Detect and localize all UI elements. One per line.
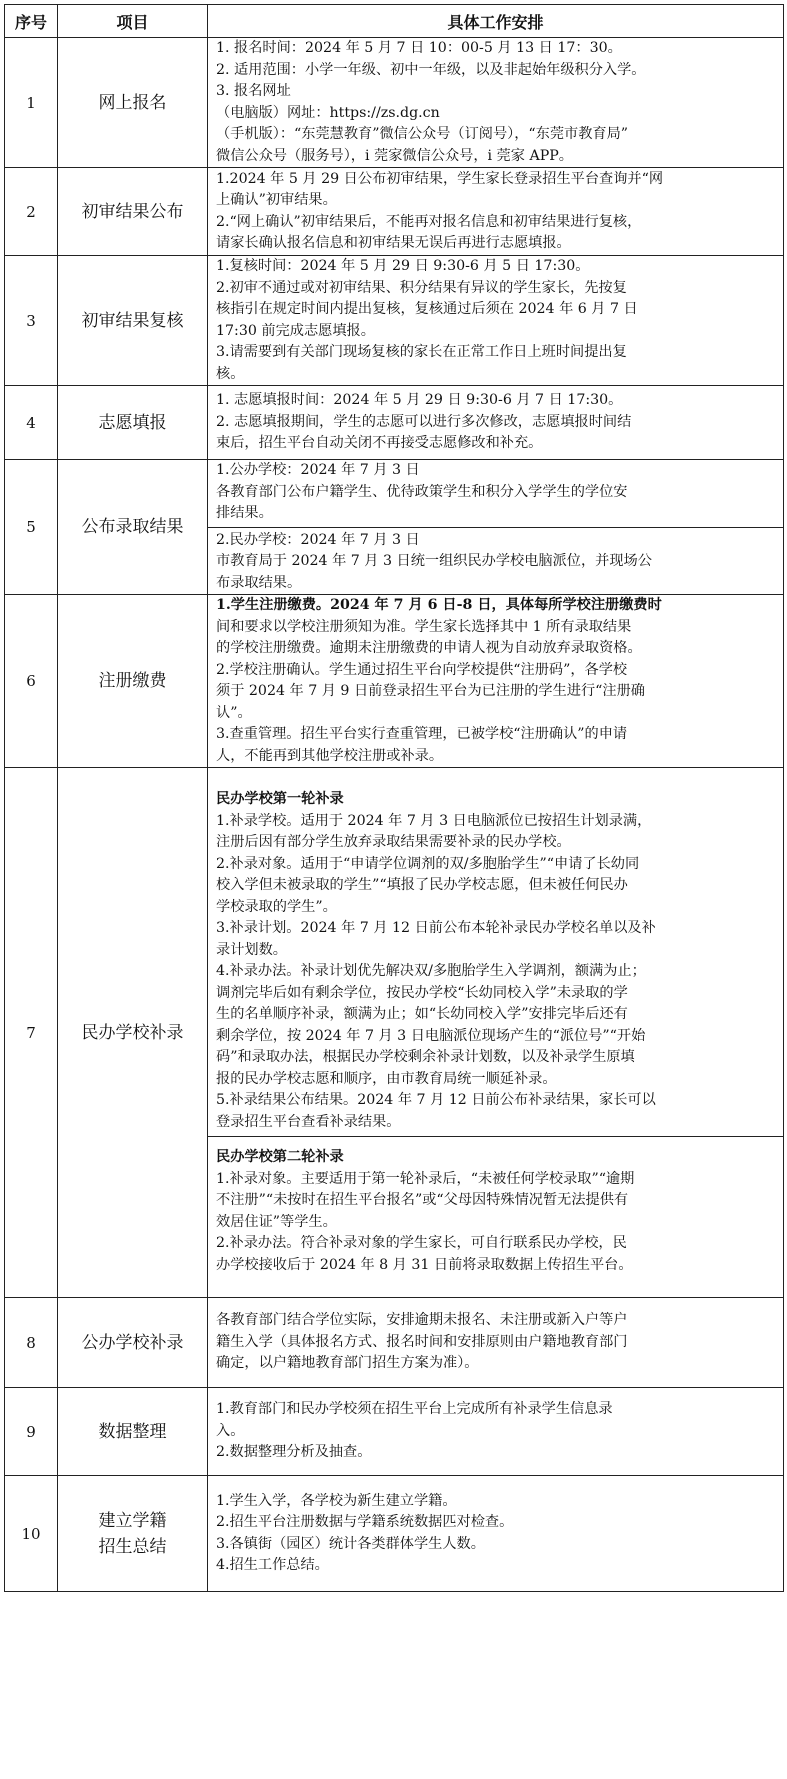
table-row: [5, 386, 784, 460]
detail-line: 籍生入学（具体报名方式、报名时间和安排原则由户籍地教育部门: [216, 1333, 628, 1350]
detail-line: 人，不能再到其他学校注册或补录。: [216, 747, 444, 764]
detail-line: 17:30 前完成志愿填报。: [216, 322, 375, 339]
detail-line: 1.公办学校：2024 年 7 月 3 日: [216, 462, 420, 478]
row-item: 公办学校补录: [58, 1298, 208, 1388]
header-num: 序号: [5, 5, 58, 38]
row-number: 6: [5, 595, 58, 768]
detail-line: 1. 志愿填报时间：2024 年 5 月 29 日 9:30-6 月 7 日 17:30。: [216, 392, 623, 409]
row-detail: [208, 386, 784, 460]
row-item: 民办学校补录: [58, 768, 208, 1298]
detail-line: 2. 志愿填报期间，学生的志愿可以进行多次修改，志愿填报时间结: [216, 413, 632, 430]
detail-line: 上确认”初审结果。: [216, 192, 337, 208]
row-detail: [208, 256, 784, 386]
row-number: 3: [5, 256, 58, 386]
detail-line: 录计划数。: [216, 941, 287, 958]
detail-line: 生的名单顺序补录，额满为止；如“长幼同校入学”安排完毕后还有: [216, 1006, 628, 1022]
detail-line: 报的民办学校志愿和顺序，由市教育局统一顺延补录。: [216, 1070, 557, 1087]
detail-line: 认”。: [216, 704, 252, 721]
row-item: 注册缴费: [58, 595, 208, 768]
row-item-line: 建立学籍: [98, 1510, 167, 1531]
detail-line: 2.“网上确认”初审结果后，不能再对报名信息和初审结果进行复核，: [216, 213, 642, 230]
detail-line: 1.2024 年 5 月 29 日公布初审结果，学生家长登录招生平台查询并“网: [216, 170, 664, 187]
table-header-row: [5, 5, 784, 38]
detail-line: 2.学校注册确认。学生通过招生平台向学校提供“注册码”，各学校: [216, 661, 628, 678]
detail-line: 入。: [216, 1422, 245, 1439]
table-row: [5, 460, 784, 595]
row-number: 10: [5, 1476, 58, 1592]
table-row: [5, 1388, 784, 1476]
row-item: 数据整理: [58, 1388, 208, 1476]
detail-line: 3. 报名网址: [216, 83, 291, 99]
detail-line: 2.数据整理分析及抽查。: [216, 1444, 372, 1461]
detail-line: 2.补录对象。适用于“申请学位调剂的双/多胞胎学生”“申请了长幼同: [216, 855, 640, 872]
detail-line: 2. 适用范围：小学一年级、初中一年级，以及非起始年级积分入学。: [216, 61, 646, 78]
row-item: 公布录取结果: [58, 460, 208, 595]
row-number: 4: [5, 386, 58, 460]
schedule-table: [4, 4, 784, 1592]
detail-line: 间和要求以学校注册须知为准。学生家长选择其中 1 所有录取结果: [216, 618, 632, 635]
detail-line: 码”和录取办法，根据民办学校剩余补录计划数，以及补录学生原填: [216, 1049, 635, 1065]
detail-line: 2.招生平台注册数据与学籍系统数据匹对检查。: [216, 1514, 514, 1530]
table-row: [5, 1298, 784, 1388]
row-item: 初审结果复核: [58, 256, 208, 386]
detail-line: 1.补录学校。适用于 2024 年 7 月 3 日电脑派位已按招生计划录满，: [216, 812, 652, 829]
row-detail: [208, 768, 784, 1298]
detail-line: 4.补录办法。补录计划优先解决双/多胞胎学生入学调剂，额满为止；: [216, 963, 646, 979]
detail-line: 核指引在规定时间内提出复核，复核通过后须在 2024 年 6 月 7 日: [216, 301, 638, 317]
detail-line: 1. 报名时间：2024 年 5 月 7 日 10：00-5 月 13 日 17：30。: [216, 40, 622, 56]
detail-line: 4.招生工作总结。: [216, 1557, 329, 1573]
detail-line: （手机版）：“东莞慧教育”微信公众号（订阅号），“东莞市教育局”: [216, 126, 629, 142]
detail-line: 剩余学位，按 2024 年 7 月 3 日电脑派位现场产生的“派位号”“开始: [216, 1027, 646, 1044]
detail-line: 3.各镇街（园区）统计各类群体学生人数。: [216, 1535, 485, 1552]
row-detail: [208, 1388, 784, 1476]
row-detail: [208, 38, 784, 168]
detail-line: 登录招生平台查看补录结果。: [216, 1113, 401, 1130]
detail-line: 1.学生注册缴费。2024 年 7 月 6 日-8 日，具体每所学校注册缴费时: [216, 597, 662, 613]
detail-line: 调剂完毕后如有剩余学位，按民办学校“长幼同校入学”未录取的学: [216, 984, 628, 1001]
row-detail: [208, 1298, 784, 1388]
table-row: [5, 768, 784, 1298]
row-detail: [208, 1476, 784, 1592]
detail-line: 束后，招生平台自动关闭不再接受志愿修改和补充。: [216, 435, 543, 452]
detail-line: 5.补录结果公布结果。2024 年 7 月 12 日前公布补录结果，家长可以: [216, 1092, 656, 1108]
row-item-line: 招生总结: [98, 1536, 167, 1557]
row-number: 9: [5, 1388, 58, 1476]
header-detail: 具体工作安排: [208, 5, 784, 38]
table-row: [5, 595, 784, 768]
detail-line: 1.复核时间：2024 年 5 月 29 日 9:30-6 月 5 日 17:30。: [216, 258, 590, 274]
row-detail: [208, 460, 784, 595]
table-row: [5, 168, 784, 256]
row-number: 7: [5, 768, 58, 1298]
detail-line: 3.查重管理。招生平台实行查重管理，已被学校“注册确认”的申请: [216, 726, 628, 742]
row-item: 初审结果公布: [58, 168, 208, 256]
detail-line: 1.学生入学，各学校为新生建立学籍。: [216, 1492, 457, 1509]
section-title: 民办学校第一轮补录: [216, 791, 344, 807]
row-number: 8: [5, 1298, 58, 1388]
detail-line: 2.民办学校：2024 年 7 月 3 日: [216, 531, 420, 548]
detail-line: 请家长确认报名信息和初审结果无误后再进行志愿填报。: [216, 235, 571, 251]
detail-line: 学校录取的学生”。: [216, 898, 337, 915]
detail-line: 排结果。: [216, 505, 273, 521]
detail-line: 校入学但未被录取的学生”“填报了民办学校志愿，但未被任何民办: [216, 877, 628, 893]
detail-line: 布录取结果。: [216, 574, 302, 591]
detail-line: 核。: [216, 365, 245, 382]
section-title: 民办学校第二轮补录: [216, 1149, 344, 1165]
table-row: [5, 256, 784, 386]
detail-line: 须于 2024 年 7 月 9 日前登录招生平台为已注册的学生进行“注册确: [216, 683, 645, 699]
detail-line: 1.教育部门和民办学校须在招生平台上完成所有补录学生信息录: [216, 1401, 613, 1418]
detail-line: 3.补录计划。2024 年 7 月 12 日前公布本轮补录民办学校名单以及补: [216, 920, 656, 936]
detail-line: 效居住证”等学生。: [216, 1213, 337, 1230]
detail-line: 2.补录办法。符合补录对象的学生家长，可自行联系民办学校，民: [216, 1235, 627, 1251]
detail-line: 注册后因有部分学生放弃录取结果需要补录的民办学校。: [216, 834, 571, 850]
detail-line: 各教育部门公布户籍学生、优待政策学生和积分入学学生的学位安: [216, 483, 628, 500]
row-number: 2: [5, 168, 58, 256]
detail-line: 微信公众号（服务号），i 莞家微信公众号，i 莞家 APP。: [216, 147, 573, 164]
detail-line: （电脑版）网址：https://zs.dg.cn: [216, 104, 440, 121]
detail-line: 办学校接收后于 2024 年 8 月 31 日前将录取数据上传招生平台。: [216, 1256, 633, 1273]
row-detail: [208, 168, 784, 256]
table-row: [5, 1476, 784, 1592]
table-row: [5, 38, 784, 168]
row-detail: [208, 595, 784, 768]
detail-line: 各教育部门结合学位实际，安排逾期未报名、未注册或新入户等户: [216, 1312, 628, 1329]
row-number: 1: [5, 38, 58, 168]
row-item: 志愿填报: [58, 386, 208, 460]
detail-line: 确定，以户籍地教育部门招生方案为准）。: [216, 1355, 479, 1372]
detail-line: 的学校注册缴费。逾期未注册缴费的申请人视为自动放弃录取资格。: [216, 640, 642, 656]
row-number: 5: [5, 460, 58, 595]
header-item: 项目: [58, 5, 208, 38]
row-item: 网上报名: [58, 38, 208, 168]
detail-line: 3.请需要到有关部门现场复核的家长在正常工作日上班时间提出复: [216, 344, 627, 360]
detail-line: 不注册”“未按时在招生平台报名”或“父母因特殊情况暂无法提供有: [216, 1192, 629, 1208]
detail-line: 市教育局于 2024 年 7 月 3 日统一组织民办学校电脑派位，并现场公: [216, 553, 652, 569]
row-item: [58, 1476, 208, 1592]
detail-line: 1.补录对象。主要适用于第一轮补录后，“未被任何学校录取”“逾期: [216, 1170, 635, 1187]
detail-line: 2.初审不通过或对初审结果、积分结果有异议的学生家长，先按复: [216, 279, 627, 296]
